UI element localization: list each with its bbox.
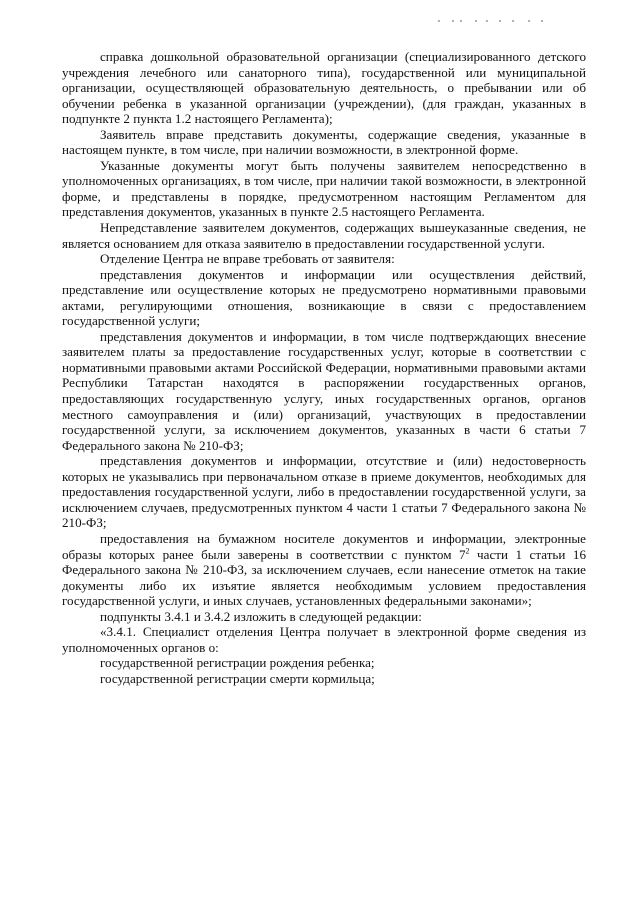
paragraph: представления документов и информации или осуществления действий, представление или осуществление которых не предусмотрено нормативными правовыми актами, регулирующими отношения, возникающие в связи с предоставлением государственной услуги; — [62, 266, 586, 329]
document-body — [62, 49, 586, 686]
scan-specks — [438, 20, 558, 26]
paragraph: «3.4.1. Специалист отделения Центра получает в электронной форме сведения из уполномоченных органов о: — [62, 624, 586, 655]
paragraph: справка дошкольной образовательной организации (специализированного детского учреждения лечебного или санаторного типа), государственной или муниципальной организации, осуществляющей образовательную деятельность, о пребывании или об обучении ребенка в указанной организации (учреждении), (для граждан, указанных в подпункте 2 пункта 1.2 настоящего Регламента); — [62, 49, 586, 127]
paragraph-text: части 1 статьи 16 Федерального закона № 210-ФЗ, за исключением случаев, если нанесение отметок на такие документы либо их изъятие является необходимым условием предоставления государственной услуги, и иных случаев, установленных федеральными законами»; — [62, 546, 586, 609]
paragraph: Заявитель вправе представить документы, содержащие сведения, указанные в настоящем пункте, в том числе, при наличии возможности, в электронной форме. — [62, 126, 586, 158]
paragraph: Отделение Центра не вправе требовать от заявителя: — [100, 251, 395, 267]
paragraph: Непредставление заявителем документов, содержащих вышеуказанные сведения, не является основанием для отказа заявителю в предоставлении государственной услуги. — [62, 220, 586, 251]
superscript: 2 — [465, 546, 470, 556]
paragraph: представления документов и информации, в том числе подтверждающих внесение заявителем платы за предоставление государственных услуг, которые в соответствии с нормативными правовыми актами Российской Федерации, нормативными правовыми актами Республики Татарстан находятся в распоряжении государственных органов, предоставляющих государственную услугу, иных государственных органов, органов местного самоуправления и (или) организаций, участвующих в предоставлении государственной услуги, за исключением документов, указанных в части 6 статьи 7 Федерального закона № 210-ФЗ; — [62, 328, 586, 453]
paragraph: представления документов и информации, отсутствие и (или) недостоверность которых не указывались при первоначальном отказе в приеме документов, необходимых для предоставления государственной услуги, либо в предоставлении государственной услуги, за исключением случаев, предусмотренных пунктом 4 части 1 статьи 7 Федерального закона № 210-ФЗ; — [62, 453, 586, 531]
paragraph: подпункты 3.4.1 и 3.4.2 изложить в следующей редакции: — [100, 608, 422, 624]
paragraph: Указанные документы могут быть получены заявителем непосредственно в уполномоченных организациях, в том числе, при наличии такой возможности, в электронной форме, и представлены в порядке, предусмотренном настоящим Регламентом для представления документов, указанных в пункте 2.5 настоящего Регламента. — [62, 157, 586, 220]
paragraph-text: предоставления на бумажном носителе документов и информации, электронные образы которых ранее были заверены в соответствии с пунктом 7 — [62, 530, 586, 562]
paragraph: государственной регистрации рождения ребенка; — [100, 655, 375, 671]
paragraph: государственной регистрации смерти кормильца; — [100, 670, 375, 686]
paragraph — [62, 531, 586, 609]
